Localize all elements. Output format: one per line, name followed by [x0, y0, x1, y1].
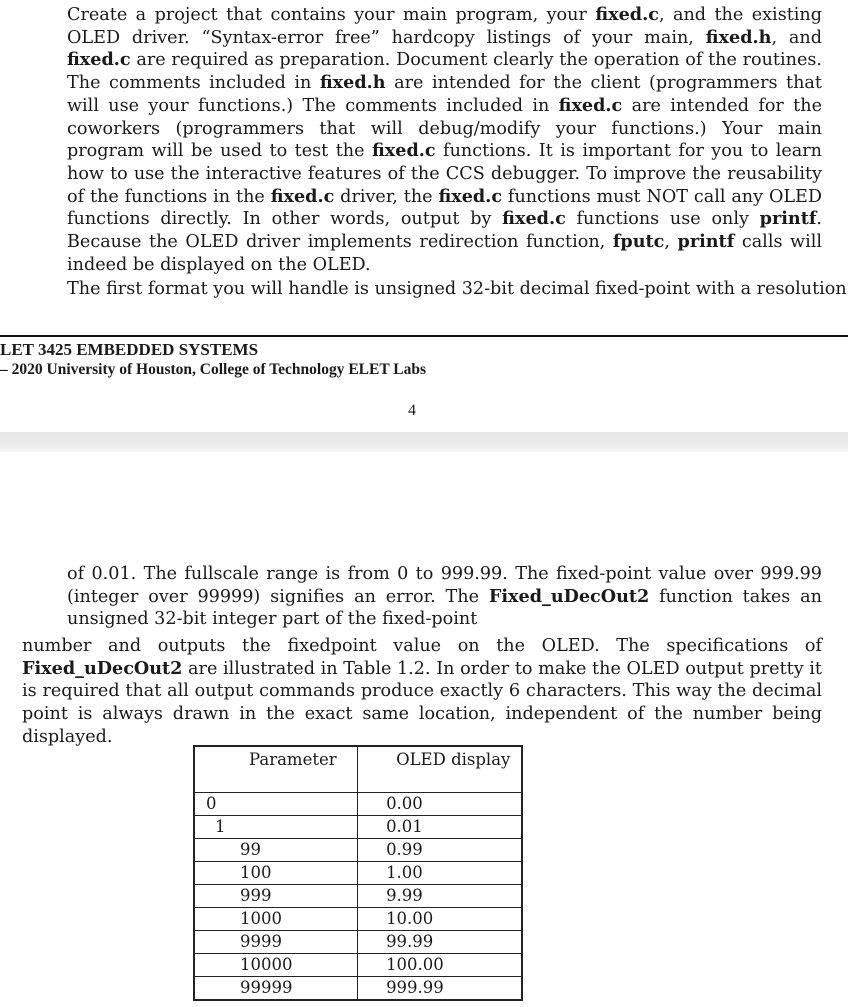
parameter-cell: 100 [194, 861, 358, 884]
spec-paragraph: number and outputs the fixedpoint value on the OLED. The specifications of Fixed_uDecOut2 are illustrated in Table 1.2. In order to make the OLED output pretty it is required that all output commands produce exactly 6 characters. This way the decimal point is always drawn in the exact same location, independent of the number being displayed. [22, 636, 822, 747]
code-term: fixed.c [558, 94, 623, 116]
oled-cell: 100.00 [358, 953, 522, 976]
code-term: fputc [612, 231, 665, 253]
footer-rule [0, 335, 848, 337]
table-row [194, 930, 522, 953]
code-term: fixed.c [67, 49, 131, 71]
continuation-paragraph: of 0.01. The fullscale range is from 0 to 999.99. The fixed-point value over 999.99 (integer over 99999) signifies an error. The Fixed_uDecOut2 function takes an unsigned 32-bit integer part of the fixed-point [67, 564, 822, 630]
table-row [194, 976, 522, 1000]
code-term: fixed.c [502, 208, 566, 230]
page-number: 4 [408, 402, 416, 419]
oled-cell: 9.99 [358, 884, 522, 907]
table-header-row [194, 746, 522, 792]
parameter-cell: 99999 [194, 976, 358, 1000]
oled-cell: 99.99 [358, 930, 522, 953]
oled-cell: 1.00 [358, 861, 522, 884]
oled-cell: 0.00 [358, 792, 522, 815]
parameter-cell: 0 [194, 792, 358, 815]
code-term: printf [677, 231, 735, 253]
table-row [194, 953, 522, 976]
oled-cell: 999.99 [358, 976, 522, 1000]
page-separator [0, 432, 848, 452]
code-term: printf [759, 208, 817, 230]
header-parameter: Parameter [194, 746, 358, 792]
oled-cell: 0.01 [358, 815, 522, 838]
oled-cell: 0.99 [358, 838, 522, 861]
oled-cell: 10.00 [358, 907, 522, 930]
code-term: fixed.c [371, 140, 436, 162]
table-row [194, 838, 522, 861]
table-row [194, 861, 522, 884]
oled-display-table [193, 745, 523, 1001]
table-row [194, 815, 522, 838]
parameter-cell: 99 [194, 838, 358, 861]
first-format-line: The first format you will handle is unsigned 32-bit decimal fixed-point with a resolution [67, 279, 847, 299]
code-term: fixed.h [705, 26, 772, 48]
footer-subtitle: – 2020 University of Houston, College of Technology ELET Labs [0, 361, 427, 378]
code-term: fixed.h [319, 72, 386, 94]
table-row [194, 907, 522, 930]
code-term: fixed.c [270, 185, 335, 207]
parameter-cell: 1 [194, 815, 358, 838]
table-row [194, 792, 522, 815]
parameter-cell: 9999 [194, 930, 358, 953]
code-term: fixed.c [595, 4, 659, 25]
function-name: Fixed_uDecOut2 [22, 657, 183, 679]
footer-title: LET 3425 EMBEDDED SYSTEMS [0, 340, 259, 359]
table-row [194, 884, 522, 907]
parameter-cell: 1000 [194, 907, 358, 930]
header-oled-display: OLED display [358, 746, 522, 792]
parameter-cell: 999 [194, 884, 358, 907]
function-name: Fixed_uDecOut2 [488, 585, 650, 607]
parameter-cell: 10000 [194, 953, 358, 976]
intro-paragraph: Create a project that contains your main program, your fixed.c, and the existing OLED driver. “Syntax-error free” hardcopy listings of your main, fixed.h, and fixed.c are required as preparation. Document clearly the operation of the routines. The comments included in fixed.h are intended for the client (programmers that will use your functions.) The comments included in fixed.c are intended for the coworkers (programmers that will debug/modify your functions.) Your main program will be used to test the fixed.c functions. It is important for you to learn how to use the interactive features of the CCS debugger. To improve the reusability of the functions in the fixed.c driver, the fixed.c functions must NOT call any OLED functions directly. In other words, output by fixed.c functions use only printf. Because the OLED driver implements redirection function, fputc, printf calls will indeed be displayed on the OLED. [67, 4, 823, 275]
code-term: fixed.c [438, 185, 503, 207]
